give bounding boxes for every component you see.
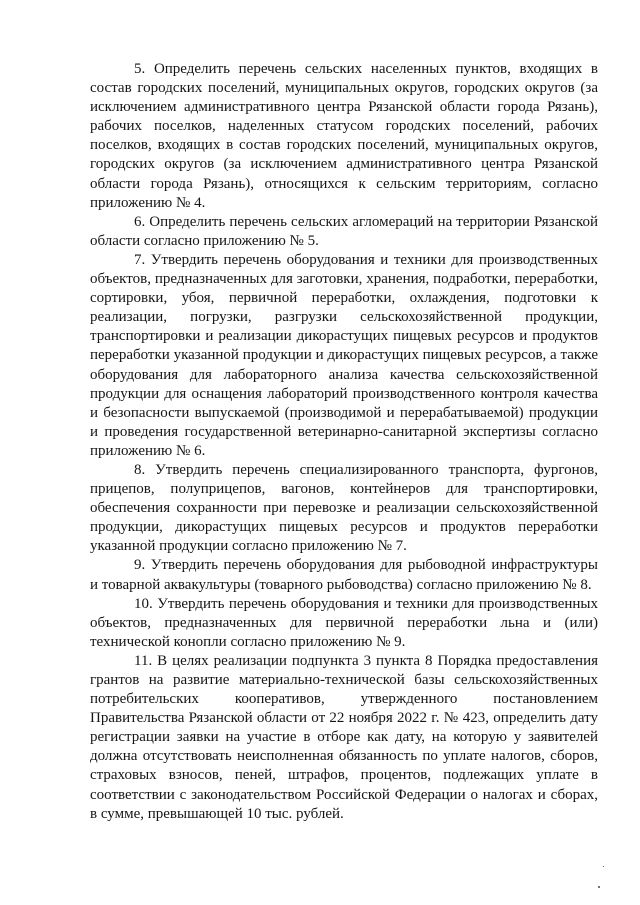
paragraph-7: 7. Утвердить перечень оборудования и техники для производственных объектов, предназначенных для заготовки, хранения, подработки, переработки, сортировки, убоя, первичной переработки, охлаждения, подготовки к реализации, погрузки, разгрузки сельскохозяйственной продукции, транспортировки и реализации дикорастущих пищевых ресурсов и продуктов переработки указанной продукции и дикорастущих пищевых ресурсов, а также оборудования для лабораторного анализа качества сельскохозяйственной продукции для оснащения лабораторий производственного контроля качества и безопасности выпускаемой (производимой и перерабатываемой) продукции и проведения государственной ветеринарно-санитарной экспертизы согласно приложению № 6. xyxy=(90,251,598,459)
paragraph-9: 9. Утвердить перечень оборудования для рыбоводной инфраструктуры и товарной аквакультуры (товарного рыбоводства) согласно приложению № 8. xyxy=(90,557,598,593)
scan-speck xyxy=(598,886,600,888)
paragraph-8: 8. Утвердить перечень специализированного транспорта, фургонов, прицепов, полуприцепов, вагонов, контейнеров для транспортировки, обеспечения сохранности при перевозке и реализации сельскохозяйственной продукции, дикорастущих пищевых ресурсов и продуктов переработки указанной продукции согласно приложению № 7. xyxy=(90,461,598,555)
scan-speck xyxy=(603,866,604,867)
paragraph-10: 10. Утвердить перечень оборудования и техники для производственных объектов, предназначенных для первичной переработки льна и (или) технической конопли согласно приложению № 9. xyxy=(90,595,598,650)
paragraph-11: 11. В целях реализации подпункта 3 пункта 8 Порядка предоставления грантов на развитие материально-технической базы сельскохозяйственных потребительских кооперативов, утвержденного постановлением Правительства Рязанской области от 22 ноября 2022 г. № 423, определить дату регистрации заявки на участие в отборе как дату, на которую у заявителей должна отсутствовать неисполненная обязанность по уплате налогов, сборов, страховых взносов, пеней, штрафов, процентов, подлежащих уплате в соответствии с законодательством Российской Федерации о налогах и сборах, в сумме, превышающей 10 тыс. рублей. xyxy=(90,652,598,822)
document-body xyxy=(90,60,598,824)
paragraph-5: 5. Определить перечень сельских населенных пунктов, входящих в состав городских поселений, муниципальных округов, городских округов (за исключением административного центра Рязанской области города Рязань), рабочих поселков, наделенных статусом городских поселений, рабочих поселков, входящих в состав городских поселений, муниципальных округов, городских округов (за исключением административного центра Рязанской области города Рязань), относящихся к сельским территориям, согласно приложению № 4. xyxy=(90,61,598,211)
paragraph-6: 6. Определить перечень сельских агломераций на территории Рязанской области согласно приложению № 5. xyxy=(90,213,598,249)
